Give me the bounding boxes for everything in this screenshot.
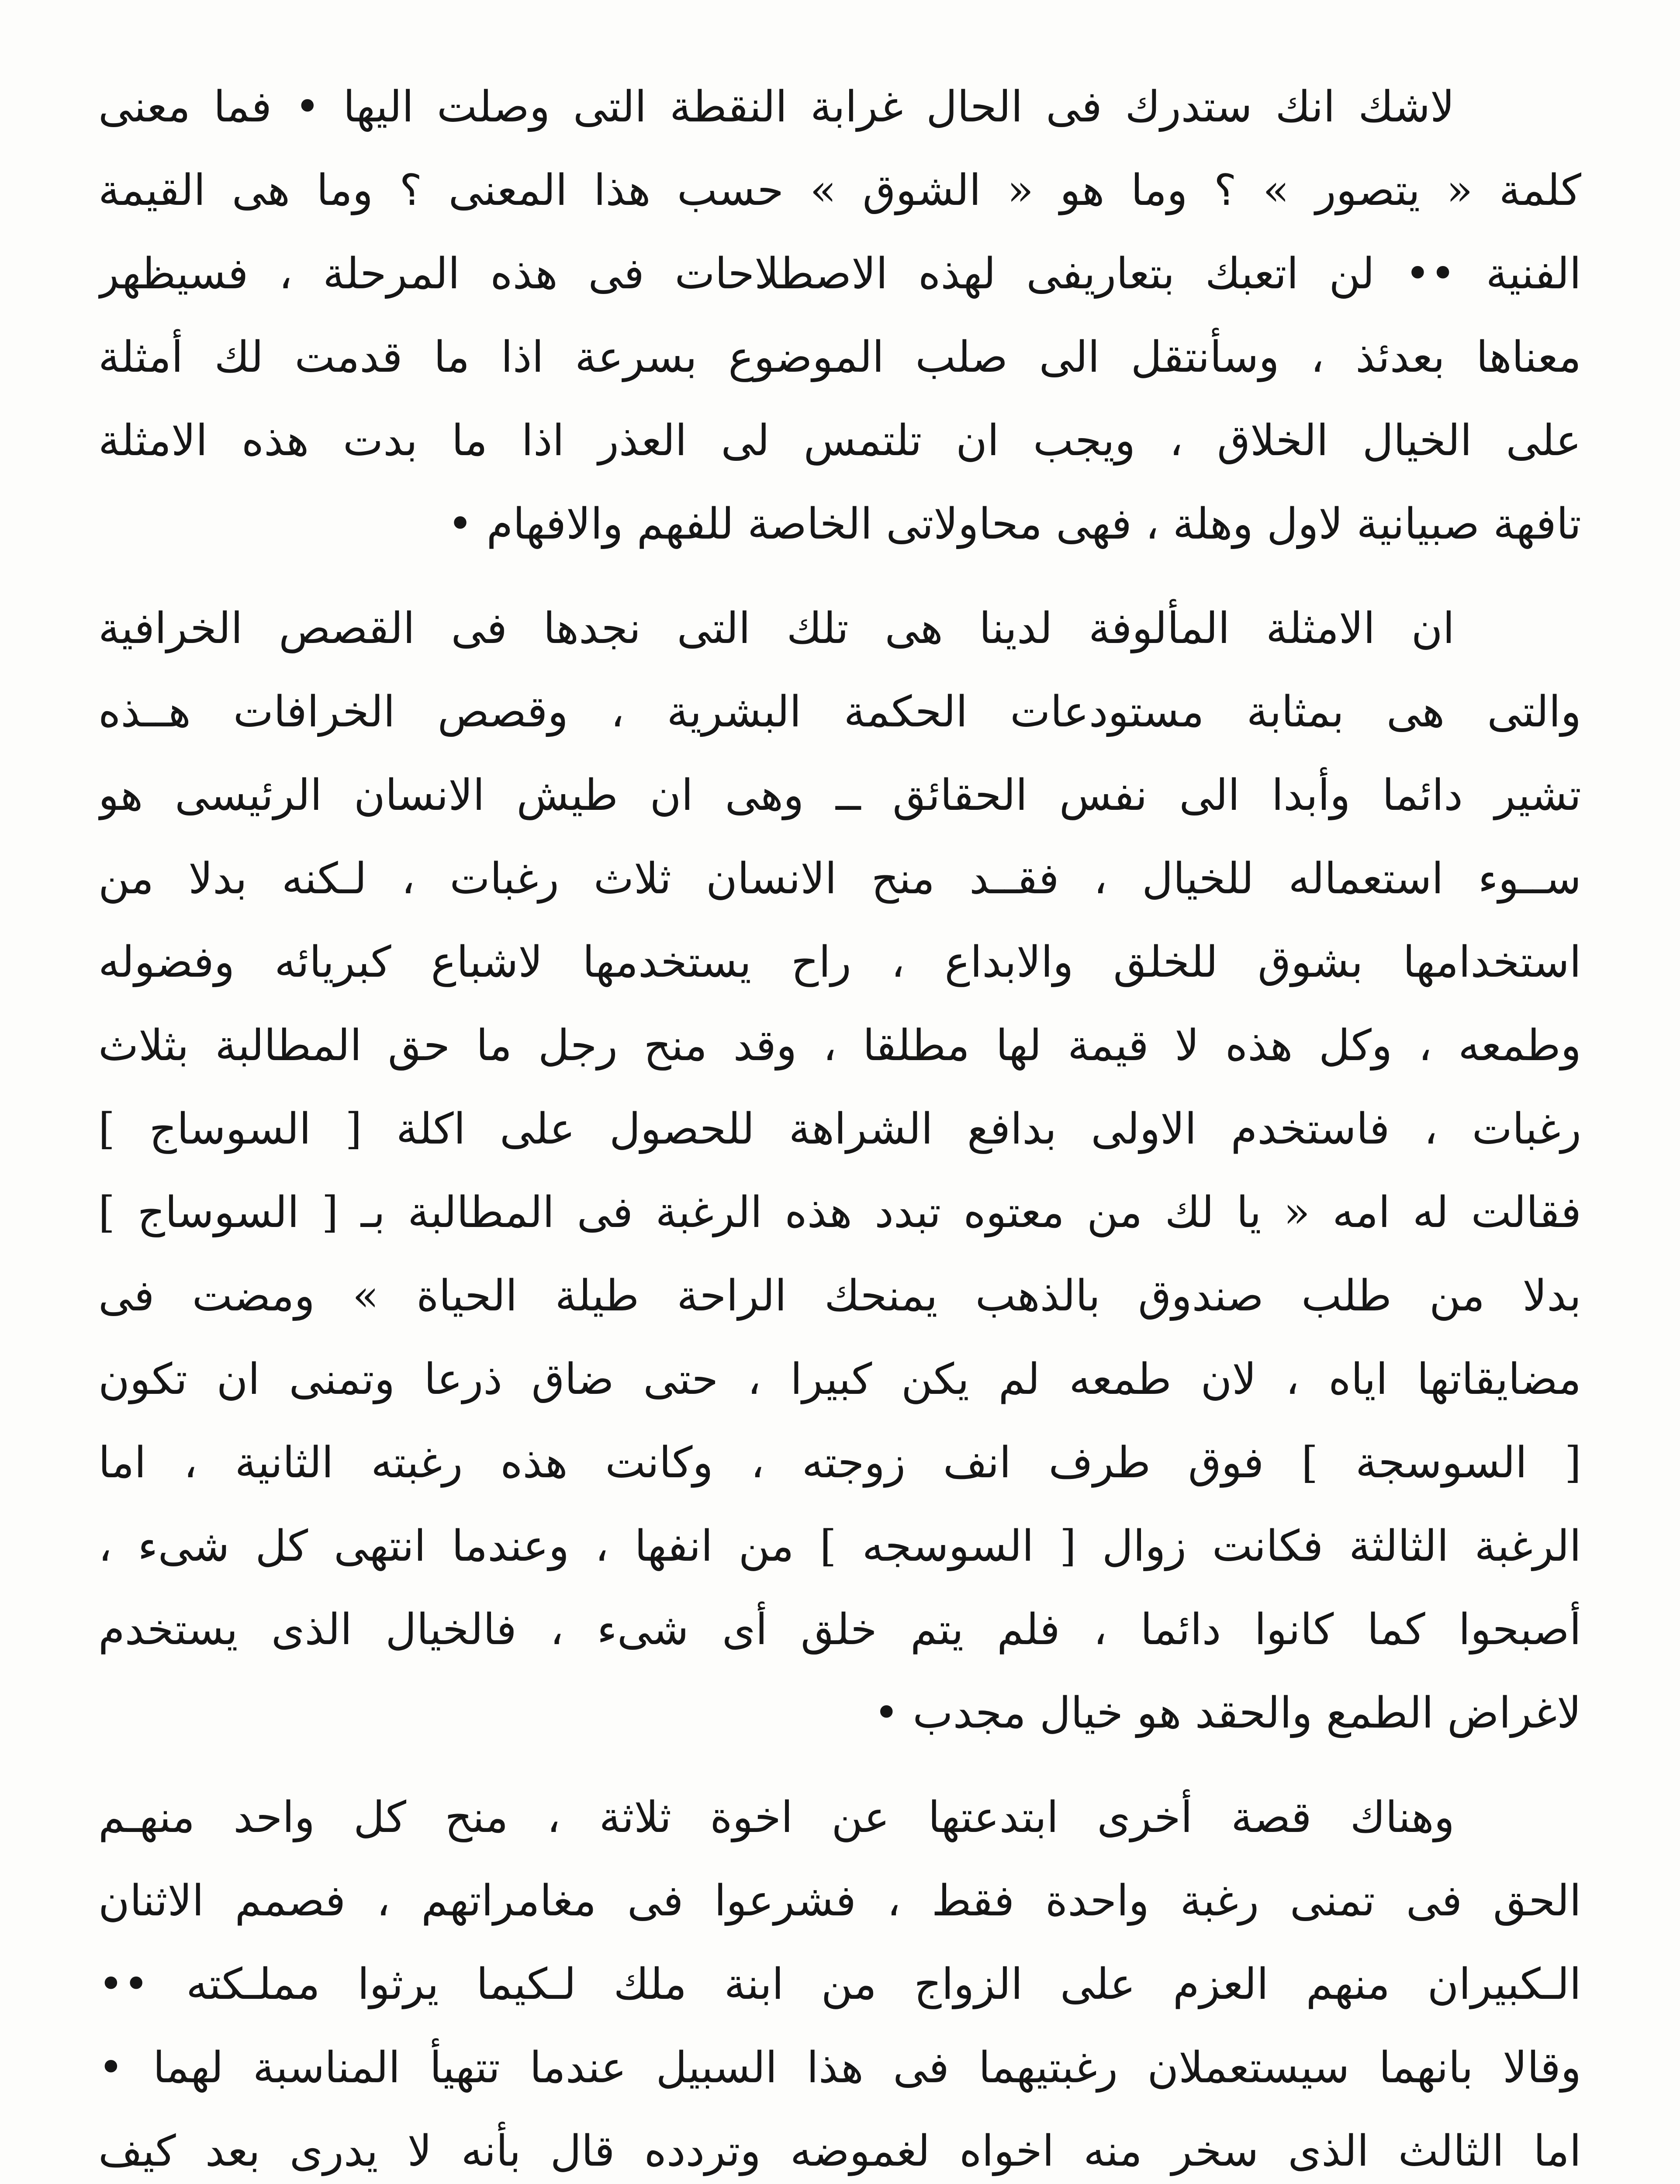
text-line: رغبات ، فاستخدم الاولى بدافع الشراهة للحصول على اكلة [ السوساج ] — [98, 1104, 1581, 1154]
text-line: ان الامثلة المألوفة لدينا هى تلك التى نجدها فى القصص الخرافية — [98, 604, 1455, 653]
text-line: الفنية •• لن اتعبك بتعاريفى لهذه الاصطلاحات فى هذه المرحلة ، فسيظهر — [98, 249, 1581, 299]
text-line: لاغراض الطمع والحقد هو خيال مجدب • — [874, 1688, 1581, 1738]
text-line: اما الثالث الذى سخر منه اخواه لغموضه وتردده قال بأنه لا يدرى بعد كيف — [98, 2126, 1581, 2176]
text-line: [ السوسجة ] فوق طرف انف زوجته ، وكانت هذه رغبته الثانية ، اما — [98, 1438, 1581, 1488]
text-line: بدلا من طلب صندوق بالذهب يمنحك الراحة طيلة الحياة » ومضت فى — [98, 1271, 1581, 1321]
text-line: مضايقاتها اياه ، لان طمعه لم يكن كبيرا ، حتى ضاق ذرعا وتمنى ان تكون — [98, 1355, 1581, 1404]
text-line: تافهة صبيانية لاول وهلة ، فهى محاولاتى الخاصة للفهم والافهام • — [447, 499, 1581, 549]
text-line: استخدامها بشوق للخلق والابداع ، راح يستخدمها لاشباع كبريائه وفضوله — [98, 937, 1581, 987]
text-line: الحق فى تمنى رغبة واحدة فقط ، فشرعوا فى مغامراتهم ، فصمم الاثنان — [98, 1876, 1581, 1926]
text-line: وهناك قصة أخرى ابتدعتها عن اخوة ثلاثة ، منح كل واحد منهـم — [98, 1793, 1455, 1842]
paragraph — [98, 66, 1581, 566]
text-line: وطمعه ، وكل هذه لا قيمة لها مطلقا ، وقد منح رجل ما حق المطالبة بثلاث — [98, 1021, 1581, 1071]
paragraph — [98, 1776, 1581, 2184]
text-line: لاشك انك ستدرك فى الحال غرابة النقطة التى وصلت اليها • فما معنى — [98, 82, 1455, 132]
text-line: ســوء استعماله للخيال ، فقــد منح الانسان ثلاث رغبات ، لـكنه بدلا من — [98, 854, 1581, 904]
body-text — [98, 66, 1581, 2184]
text-line: الرغبة الثالثة فكانت زوال [ السوسجه ] من انفها ، وعندما انتهى كل شىء ، — [98, 1521, 1581, 1571]
paragraph — [98, 587, 1581, 1755]
text-line: أصبحوا كما كانوا دائما ، فلم يتم خلق أى شىء ، فالخيال الذى يستخدم — [98, 1605, 1581, 1655]
text-line: الـكبيران منهم العزم على الزواج من ابنة ملك لـكيما يرثوا مملـكته •• — [98, 1959, 1581, 2009]
text-line: والتى هى بمثابة مستودعات الحكمة البشرية ، وقصص الخرافات هــذه — [98, 687, 1581, 737]
text-line: تشير دائما وأبدا الى نفس الحقائق ــ وهى ان طيش الانسان الرئيسى هو — [98, 771, 1581, 820]
text-line: كلمة « يتصور » ؟ وما هو « الشوق » حسب هذا المعنى ؟ وما هى القيمة — [98, 166, 1581, 215]
text-line: فقالت له امه « يا لك من معتوه تبدد هذه الرغبة فى المطالبة بـ [ السوساج ] — [98, 1188, 1581, 1237]
text-line: وقالا بانهما سيستعملان رغبتيهما فى هذا السبيل عندما تتهيأ المناسبة لهما • — [98, 2043, 1581, 2093]
text-line: معناها بعدئذ ، وسأنتقل الى صلب الموضوع بسرعة اذا ما قدمت لك أمثلة — [98, 332, 1581, 382]
text-line: على الخيال الخلاق ، ويجب ان تلتمس لى العذر اذا ما بدت هذه الامثلة — [98, 416, 1581, 466]
